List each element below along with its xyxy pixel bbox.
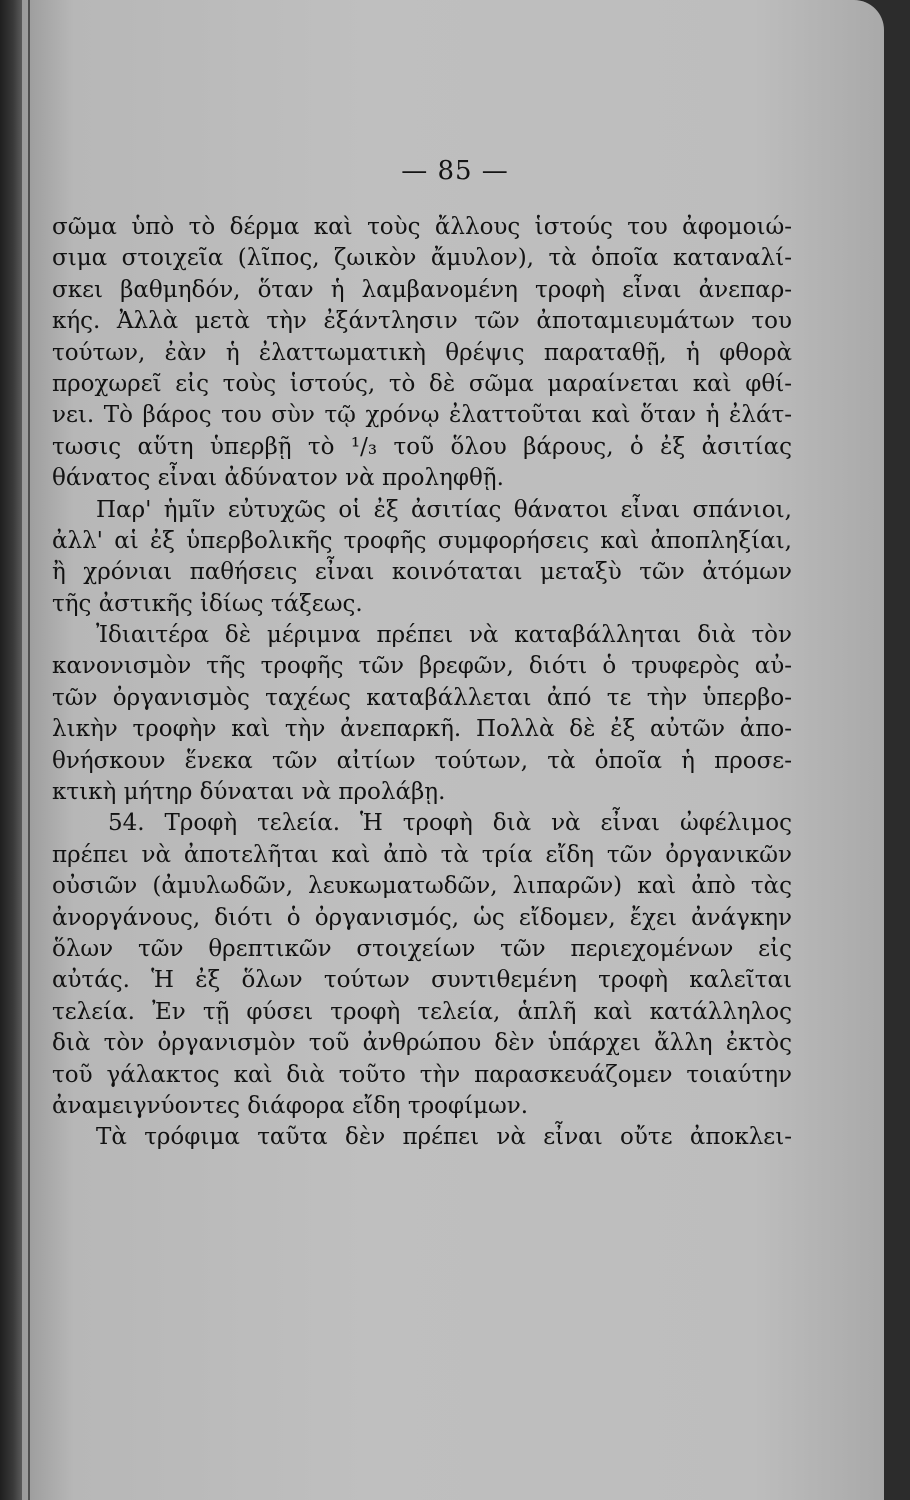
text-line: 54. Τροφὴ τελεία. Ἡ τροφὴ διὰ νὰ εἶναι ὠφέλιμος <box>108 810 792 837</box>
text-line: προχωρεῖ εἰς τοὺς ἱστούς, τὸ δὲ σῶμα μαραίνεται καὶ φθί- <box>52 370 792 397</box>
text-line: κανονισμὸν τῆς τροφῆς τῶν βρεφῶν, διότι ὁ τρυφερὸς αὐ- <box>52 653 792 680</box>
text-line: διὰ τὸν ὀργανισμὸν τοῦ ἀνθρώπου δὲν ὑπάρχει ἄλλη ἐκτὸς <box>52 1030 792 1057</box>
text-line: Τὰ τρόφιμα ταῦτα δὲν πρέπει νὰ εἶναι οὔτε ἀποκλει- <box>96 1124 792 1151</box>
text-line: ἀναμειγνύοντες διάφορα εἴδη τροφίμων. <box>52 1092 529 1119</box>
text-line: θάνατος εἶναι ἀδύνατον νὰ προληφθῇ. <box>52 465 504 492</box>
text-line: Ἰδιαιτέρα δὲ μέριμνα πρέπει νὰ καταβάλληται διὰ τὸν <box>96 622 792 649</box>
text-line: τούτων, ἐὰν ἡ ἐλαττωματικὴ θρέψις παραταθῇ, ἡ φθορὰ <box>52 339 792 366</box>
text-line: αὐτάς. Ἡ ἐξ ὅλων τούτων συντιθεμένη τροφὴ καλεῖται <box>52 967 792 994</box>
text-line: ὅλων τῶν θρεπτικῶν στοιχείων τῶν περιεχομένων εἰς <box>52 935 792 962</box>
text-line: σιμα στοιχεῖα (λῖπος, ζωικὸν ἄμυλον), τὰ ὁποῖα καταναλί- <box>52 245 792 272</box>
text-line: Παρ' ἡμῖν εὐτυχῶς οἱ ἐξ ἀσιτίας θάνατοι εἶναι σπάνιοι, <box>96 496 792 523</box>
text-line: ἀνοργάνους, διότι ὁ ὀργανισμός, ὡς εἴδομεν, ἔχει ἀνάγκην <box>52 904 792 931</box>
text-line: σῶμα ὑπὸ τὸ δέρμα καὶ τοὺς ἄλλους ἱστούς του ἀφομοιώ- <box>52 214 792 240</box>
text-line: ἢ χρόνιαι παθήσεις εἶναι κοινόταται μεταξὺ τῶν ἀτόμων <box>52 559 792 586</box>
text-line: τελεία. Ἐν τῇ φύσει τροφὴ τελεία, ἁπλῆ καὶ κατάλληλος <box>52 998 792 1025</box>
text-line: κτικὴ μήτηρ δύναται νὰ προλάβῃ. <box>52 779 446 806</box>
text-line: ἀλλ' αἱ ἐξ ὑπερβολικῆς τροφῆς συμφορήσεις καὶ ἀποπληξίαι, <box>52 527 792 554</box>
book-spine-edge <box>0 0 22 1500</box>
text-line: τῶν ὀργανισμὸς ταχέως καταβάλλεται ἀπό τε τὴν ὑπερβο- <box>52 684 792 711</box>
text-line: τοῦ γάλακτος καὶ διὰ τοῦτο τὴν παρασκευάζομεν τοιαύτην <box>52 1061 792 1088</box>
text-line: σκει βαθμηδόν, ὅταν ἡ λαμβανομένη τροφὴ εἶναι ἀνεπαρ- <box>52 276 792 303</box>
text-line: νει. Τὸ βάρος του σὺν τῷ χρόνῳ ἐλαττοῦται καὶ ὅταν ἡ ἐλάτ- <box>52 402 792 429</box>
text-line: οὐσιῶν (ἀμυλωδῶν, λευκωματωδῶν, λιπαρῶν) καὶ ἀπὸ τὰς <box>52 873 792 900</box>
body-text <box>52 212 792 1154</box>
text-line: πρέπει νὰ ἀποτελῆται καὶ ἀπὸ τὰ τρία εἴδη τῶν ὀργανικῶν <box>52 841 792 868</box>
text-line: κής. Ἀλλὰ μετὰ τὴν ἐξάντλησιν τῶν ἀποταμιευμάτων του <box>52 308 792 335</box>
text-line: λικὴν τροφὴν καὶ τὴν ἀνεπαρκῆ. Πολλὰ δὲ ἐξ αὐτῶν ἀπο- <box>52 716 792 743</box>
gutter-line <box>28 0 30 1500</box>
text-line: θνήσκουν ἕνεκα τῶν αἰτίων τούτων, τὰ ὁποῖα ἡ προσε- <box>52 747 792 774</box>
text-line: τῆς ἀστικῆς ἰδίως τάξεως. <box>52 590 363 617</box>
page-number: — 85 — <box>401 156 509 186</box>
text-line: τωσις αὕτη ὑπερβῇ τὸ ¹/₃ τοῦ ὅλου βάρους, ὁ ἐξ ἀσιτίας <box>52 433 792 460</box>
